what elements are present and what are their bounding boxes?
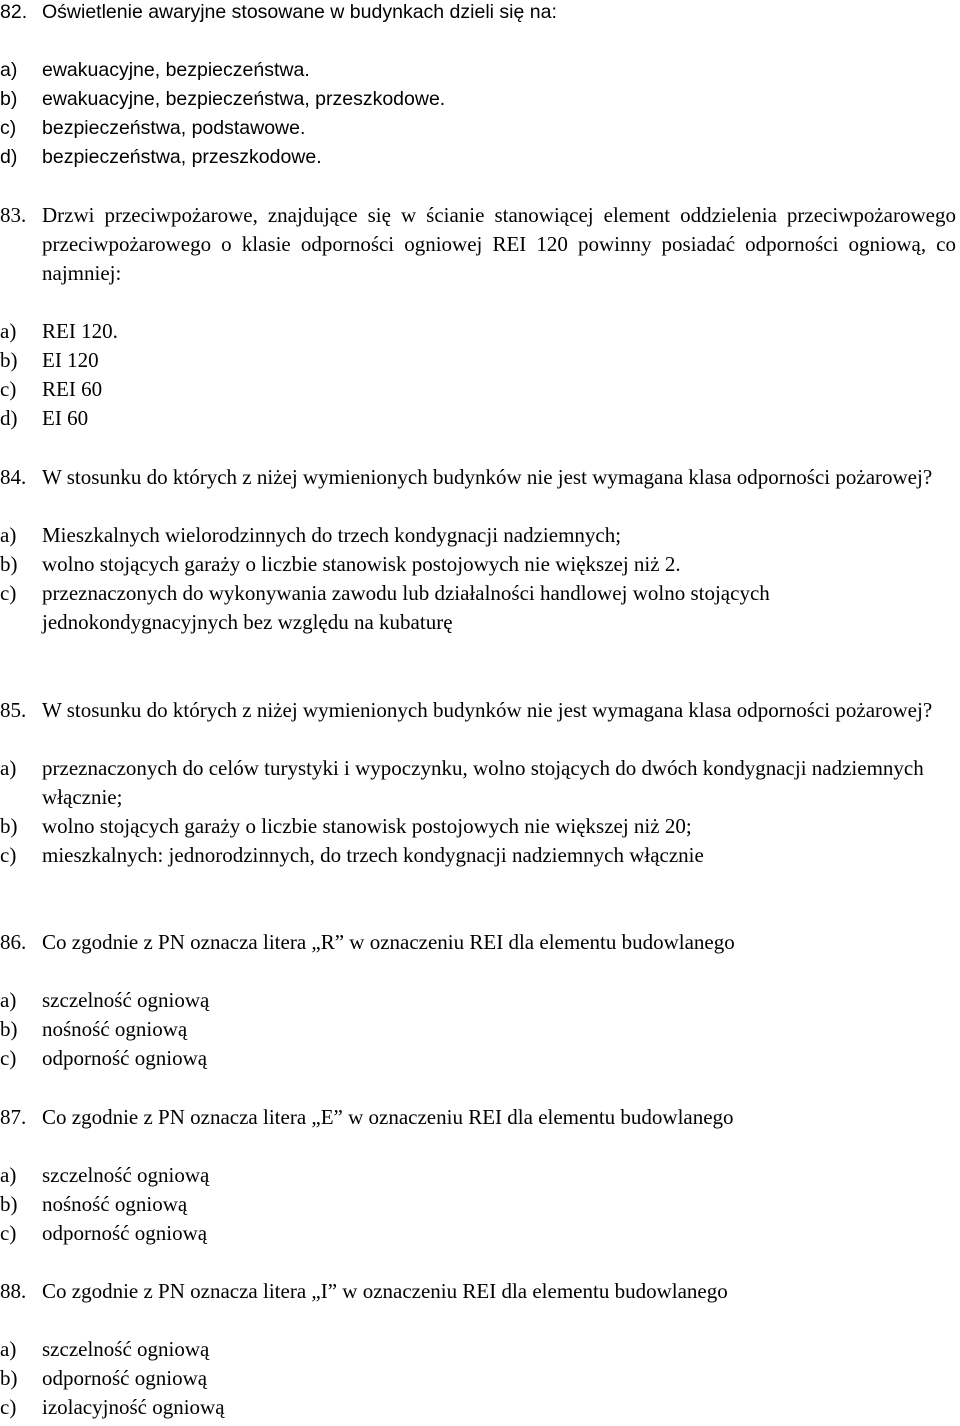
answer-letter: a) [0, 59, 18, 81]
answer-list [0, 1161, 956, 1248]
answer-option [0, 812, 956, 841]
answer-option [0, 1190, 956, 1219]
answer-text: ewakuacyjne, bezpieczeństwa. [42, 59, 310, 81]
answer-text: mieszkalnych: jednorodzinnych, do trzech kondygnacji nadziemnych włącznie [42, 843, 704, 867]
answer-list [0, 1335, 956, 1422]
answer-text: wolno stojących garaży o liczbie stanowisk postojowych nie większej niż 2. [42, 552, 681, 576]
question-number: 87. [0, 1105, 27, 1129]
answer-option [0, 1015, 956, 1044]
answer-option [0, 986, 956, 1015]
question-header [0, 1103, 956, 1132]
answer-letter: c) [0, 1046, 17, 1070]
answer-option [0, 85, 956, 114]
question-header [0, 0, 956, 27]
question-header [0, 463, 956, 492]
answer-option [0, 114, 956, 143]
answer-option [0, 1044, 956, 1073]
answer-letter: d) [0, 146, 18, 168]
answer-letter: c) [0, 1221, 17, 1245]
answer-option [0, 317, 956, 346]
answer-text: odporność ogniową [42, 1221, 208, 1245]
answer-letter: a) [0, 1337, 17, 1361]
answer-letter: a) [0, 988, 17, 1012]
answer-text: szczelność ogniową [42, 988, 210, 1012]
question-text: W stosunku do których z niżej wymienionych budynków nie jest wymagana klasa odporności pożarowej? [42, 698, 933, 722]
answer-text: przeznaczonych do celów turystyki i wypoczynku, wolno stojących do dwóch kondygnacji nadziemnych włącznie; [42, 756, 924, 809]
question-number: 86. [0, 930, 27, 954]
question-86 [0, 928, 956, 1073]
answer-option [0, 550, 956, 579]
question-number: 85. [0, 698, 27, 722]
answer-option [0, 1219, 956, 1248]
answer-letter: a) [0, 319, 17, 343]
answer-option [0, 1161, 956, 1190]
answer-text: szczelność ogniową [42, 1163, 210, 1187]
answer-text: EI 60 [42, 406, 89, 430]
answer-option [0, 754, 956, 812]
answer-list [0, 521, 956, 637]
answer-letter: b) [0, 1366, 18, 1390]
answer-option [0, 1393, 956, 1422]
question-84 [0, 463, 956, 637]
answer-option [0, 143, 956, 172]
question-88 [0, 1277, 956, 1422]
question-text: Co zgodnie z PN oznacza litera „R” w oznaczeniu REI dla elementu budowlanego [42, 930, 735, 954]
answer-letter: a) [0, 523, 17, 547]
question-number: 88. [0, 1279, 27, 1303]
answer-text: Mieszkalnych wielorodzinnych do trzech kondygnacji nadziemnych; [42, 523, 622, 547]
answer-text: odporność ogniową [42, 1046, 208, 1070]
question-text: Co zgodnie z PN oznacza litera „E” w oznaczeniu REI dla elementu budowlanego [42, 1105, 734, 1129]
answer-list [0, 56, 956, 172]
answer-option [0, 404, 956, 433]
answer-text: nośność ogniową [42, 1017, 188, 1041]
question-87 [0, 1103, 956, 1248]
answer-option [0, 841, 956, 870]
question-header [0, 696, 956, 725]
answer-letter: d) [0, 406, 18, 430]
question-82 [0, 0, 956, 172]
answer-list [0, 986, 956, 1073]
answer-option [0, 1335, 956, 1364]
answer-text: REI 60 [42, 377, 103, 401]
answer-letter: b) [0, 814, 18, 838]
question-83 [0, 201, 956, 433]
question-number: 82. [0, 1, 28, 23]
question-text: Drzwi przeciwpożarowe, znajdujące się w ścianie stanowiącej element oddzielenia przeciwpożarowego przeciwpożarowego o klasie odporności ogniowej REI 120 powinny posiadać odporności ogniową, co najmniej: [42, 203, 956, 285]
answer-letter: a) [0, 1163, 17, 1187]
answer-text: bezpieczeństwa, przeszkodowe. [42, 146, 322, 168]
question-number: 83. [0, 203, 27, 227]
answer-option [0, 521, 956, 550]
question-header [0, 201, 956, 288]
answer-letter: b) [0, 88, 18, 110]
answer-letter: b) [0, 1017, 18, 1041]
answer-text: EI 120 [42, 348, 99, 372]
question-text: Oświetlenie awaryjne stosowane w budynkach dzieli się na: [42, 1, 557, 23]
question-85 [0, 696, 956, 870]
answer-letter: a) [0, 756, 17, 780]
answer-letter: b) [0, 348, 18, 372]
answer-letter: b) [0, 1192, 18, 1216]
answer-letter: b) [0, 552, 18, 576]
answer-option [0, 346, 956, 375]
answer-text: szczelność ogniową [42, 1337, 210, 1361]
answer-text: REI 120. [42, 319, 118, 343]
answer-list [0, 754, 956, 870]
answer-text: izolacyjność ogniową [42, 1395, 225, 1419]
answer-option [0, 1364, 956, 1393]
question-header [0, 928, 956, 957]
answer-option [0, 579, 956, 637]
answer-option [0, 375, 956, 404]
answer-text: przeznaczonych do wykonywania zawodu lub działalności handlowej wolno stojących jednokondygnacyjnych bez względu na kubaturę [42, 581, 770, 634]
answer-option [0, 56, 956, 85]
answer-list [0, 317, 956, 433]
question-text: W stosunku do których z niżej wymienionych budynków nie jest wymagana klasa odporności pożarowej? [42, 465, 933, 489]
answer-text: bezpieczeństwa, podstawowe. [42, 117, 306, 139]
answer-text: ewakuacyjne, bezpieczeństwa, przeszkodowe. [42, 88, 446, 110]
answer-letter: c) [0, 117, 17, 139]
answer-letter: c) [0, 377, 17, 401]
answer-text: odporność ogniową [42, 1366, 208, 1390]
answer-text: nośność ogniową [42, 1192, 188, 1216]
question-number: 84. [0, 465, 27, 489]
answer-letter: c) [0, 843, 17, 867]
question-text: Co zgodnie z PN oznacza litera „I” w oznaczeniu REI dla elementu budowlanego [42, 1279, 728, 1303]
answer-text: wolno stojących garaży o liczbie stanowisk postojowych nie większej niż 20; [42, 814, 692, 838]
question-header [0, 1277, 956, 1306]
answer-letter: c) [0, 1395, 17, 1419]
answer-letter: c) [0, 581, 17, 605]
